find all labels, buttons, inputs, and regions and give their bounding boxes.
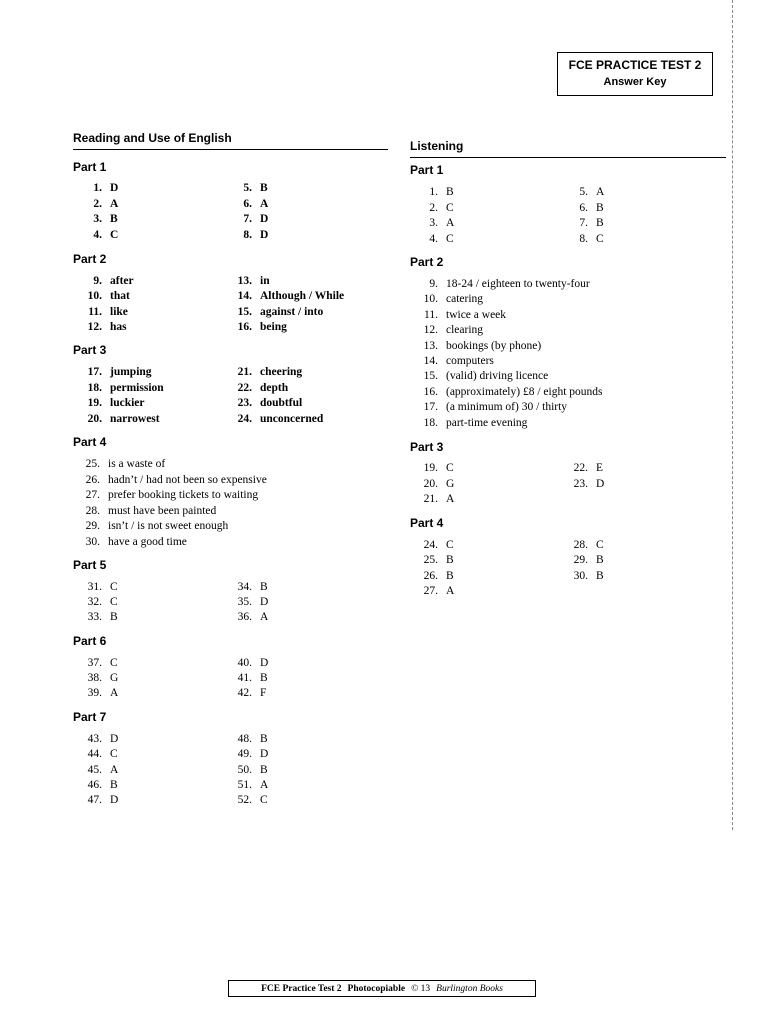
question-number: 47. [87,794,102,807]
answer-item [80,305,128,320]
question-number: 11. [424,308,438,321]
answer-item [80,686,118,701]
answer-item [80,197,118,212]
answer-value: B [260,672,268,685]
question-number: 23. [237,397,252,410]
answer-item [80,778,118,793]
answer-value: C [596,232,604,245]
answer-item [416,216,454,231]
answer-item [80,181,118,196]
answer-value: A [596,186,605,198]
answer-item [80,763,118,778]
question-number: 19. [87,397,102,410]
answer-item [230,778,268,793]
question-number: 18. [87,381,102,394]
question-number: 16. [237,320,252,333]
answer-value: B [446,186,454,198]
part-label: Part 3 [410,440,444,454]
question-number: 25. [423,554,438,567]
answer-value: (a minimum of) 30 / thirty [446,401,568,414]
answer-item [416,201,454,216]
question-number: 39. [87,687,102,700]
question-number: 9. [93,275,102,287]
answer-value: C [596,539,604,551]
answer-value: C [446,232,454,245]
question-number: 26. [423,569,438,582]
answer-item [230,381,288,396]
answer-item [416,553,454,568]
test-title-box [557,52,713,96]
question-number: 5. [579,186,588,198]
question-number: 21. [423,493,438,506]
question-number: 28. [85,504,100,517]
answer-value: D [260,213,269,226]
answer-item [416,339,541,354]
answer-value: C [110,596,118,609]
question-number: 48. [237,733,252,745]
answer-value: B [596,554,604,567]
answer-item [230,289,344,304]
answer-item [230,580,268,595]
answer-value: B [596,217,604,230]
answer-item [80,504,216,519]
answer-value: depth [260,381,289,394]
answer-item [230,610,268,625]
answer-value: G [110,672,119,685]
answer-value: being [260,320,287,333]
footer-publisher: Burlington Books [436,983,503,994]
answer-item [230,228,268,243]
answer-value: B [110,778,118,791]
answer-value: B [596,201,604,214]
test-title: FCE PRACTICE TEST 2 [568,58,702,72]
answer-value: A [446,217,455,230]
question-number: 45. [87,763,102,776]
answer-value: A [260,197,269,210]
question-number: 4. [429,232,438,245]
question-number: 8. [579,232,588,245]
answer-item [566,553,604,568]
answer-item [416,385,603,400]
answer-value: like [110,305,128,318]
question-number: 22. [237,381,252,394]
answer-item [416,323,483,338]
answer-item [80,580,118,595]
question-number: 46. [87,778,102,791]
question-number: 14. [237,290,252,303]
question-number: 18. [423,416,438,429]
answer-item [416,569,454,584]
part-label: Part 2 [410,255,444,269]
footer-test-name: FCE Practice Test 2 [261,983,342,994]
question-number: 25. [85,458,100,470]
answer-value: prefer booking tickets to waiting [108,489,259,501]
answer-value: C [110,748,118,761]
answer-item [230,396,302,411]
question-number: 19. [423,462,438,474]
answer-item [80,412,160,427]
answer-value: doubtful [260,397,303,410]
answer-item [80,732,118,747]
question-number: 7. [579,217,588,230]
question-number: 44. [87,748,102,761]
question-number: 9. [429,278,438,290]
part-label: Part 1 [73,160,107,174]
answer-item [566,185,604,200]
question-number: 30. [573,569,588,582]
footer-photocopiable: Photocopiable [347,983,406,994]
answer-item [230,212,268,227]
answer-item [80,320,127,335]
answer-item [416,492,454,507]
question-number: 16. [423,385,438,398]
answer-value: D [260,596,269,609]
answer-value: E [596,462,604,474]
answer-value: F [260,687,267,700]
question-number: 40. [237,657,252,669]
answer-value: clearing [446,324,484,337]
question-number: 11. [88,305,102,318]
question-number: 32. [87,596,102,609]
answer-value: A [446,585,455,598]
answer-value: hadn’t / had not been so expensive [108,473,267,486]
answer-value: G [446,477,455,490]
answer-value: D [260,229,269,242]
part-label: Part 1 [410,163,444,177]
question-number: 10. [423,293,438,306]
question-number: 41. [237,672,252,685]
question-number: 37. [87,657,102,669]
answer-item [80,381,164,396]
answer-value: cheering [260,366,303,378]
answer-value: 18-24 / eighteen to twenty-four [446,278,590,290]
answer-value: A [110,687,119,700]
question-number: 22. [573,462,588,474]
answer-item [80,519,228,534]
answer-value: B [260,581,268,593]
part-label: Part 4 [410,516,444,530]
answer-value: unconcerned [260,413,324,426]
part-label: Part 3 [73,343,107,357]
answer-item [416,232,454,247]
answer-value: narrowest [110,413,160,426]
question-number: 6. [243,197,252,210]
answer-item [566,538,604,553]
answer-value: B [446,554,454,567]
answer-value: C [110,581,118,593]
question-number: 42. [237,687,252,700]
answer-value: D [596,477,605,490]
listening-section-heading: Listening [410,139,726,158]
answer-item [80,793,118,808]
answer-item [80,212,118,227]
question-number: 13. [423,339,438,352]
answer-item [416,416,527,431]
answer-value: D [110,733,119,745]
answer-value: C [110,657,118,669]
question-number: 10. [87,290,102,303]
answer-item [416,369,548,384]
question-number: 27. [423,585,438,598]
question-number: 24. [237,413,252,426]
answer-item [566,569,604,584]
answer-item [416,584,454,599]
answer-value: computers [446,355,494,367]
answer-value: A [260,778,269,791]
question-number: 24. [423,539,438,551]
answer-item [416,538,454,553]
reading-section-heading: Reading and Use of English [73,131,388,150]
question-number: 12. [423,324,438,337]
question-number: 6. [579,201,588,214]
question-number: 5. [243,182,252,194]
answer-item [416,277,590,292]
footer-copyright: © 13 [411,983,431,994]
answer-value: A [446,493,455,506]
question-number: 12. [87,320,102,333]
question-number: 38. [87,672,102,685]
answer-item [230,181,268,196]
answer-value: is a waste of [108,458,166,470]
answer-item [230,365,302,380]
page-footer [228,980,536,997]
answer-item [230,412,323,427]
answer-item [80,656,118,671]
answer-value: A [110,763,119,776]
question-number: 20. [87,413,102,426]
answer-value: isn’t / is not sweet enough [108,520,229,532]
answer-value: in [260,275,270,287]
answer-item [80,595,118,610]
answer-value: D [260,657,269,669]
answer-value: (valid) driving licence [446,370,549,383]
answer-value: B [260,733,268,745]
answer-item [80,365,152,380]
part-label: Part 6 [73,634,107,648]
question-number: 43. [87,733,102,745]
question-number: 35. [237,596,252,609]
answer-value: twice a week [446,308,507,321]
answer-key-subtitle: Answer Key [603,76,667,88]
answer-value: B [110,611,118,624]
question-number: 3. [429,217,438,230]
page-cut-line [732,0,733,830]
question-number: 13. [237,275,252,287]
question-number: 28. [573,539,588,551]
answer-value: D [110,182,119,194]
answer-item [230,747,268,762]
answer-value: must have been painted [108,504,217,517]
question-number: 51. [237,778,252,791]
answer-item [80,610,118,625]
question-number: 1. [93,182,102,194]
answer-item [230,671,268,686]
answer-item [566,477,604,492]
answer-item [80,396,145,411]
question-number: 3. [93,213,102,226]
answer-item [80,457,165,472]
answer-value: part-time evening [446,416,528,429]
question-number: 33. [87,611,102,624]
question-number: 14. [423,355,438,367]
question-number: 52. [237,794,252,807]
answer-item [416,461,454,476]
answer-value: C [446,539,454,551]
part-label: Part 4 [73,435,107,449]
answer-value: B [596,569,604,582]
answer-item [80,671,118,686]
answer-value: against / into [260,305,324,318]
answer-item [230,197,268,212]
answer-item [80,289,130,304]
question-number: 15. [423,370,438,383]
answer-value: A [110,197,119,210]
question-number: 17. [423,401,438,414]
answer-item [416,292,483,307]
answer-item [566,201,604,216]
answer-item [230,274,270,289]
answer-value: B [260,182,268,194]
answer-item [416,185,454,200]
answer-value: C [260,794,268,807]
answer-item [416,308,506,323]
question-number: 31. [87,581,102,593]
answer-value: B [110,213,118,226]
answer-item [230,320,287,335]
question-number: 7. [243,213,252,226]
answer-item [230,305,323,320]
answer-value: Although / While [260,290,345,303]
answer-value: jumping [110,366,152,378]
answer-value: after [110,275,134,287]
answer-item [80,747,118,762]
part-label: Part 7 [73,710,107,724]
answer-item [230,793,268,808]
answer-value: (approximately) £8 / eight pounds [446,385,603,398]
question-number: 36. [237,611,252,624]
question-number: 8. [243,229,252,242]
answer-value: A [260,611,269,624]
question-number: 50. [237,763,252,776]
answer-value: that [110,290,130,303]
answer-item [566,232,604,247]
answer-item [230,656,268,671]
answer-item [80,535,187,550]
question-number: 20. [423,477,438,490]
answer-value: have a good time [108,535,187,548]
question-number: 2. [93,197,102,210]
question-number: 1. [429,186,438,198]
part-label: Part 5 [73,558,107,572]
answer-item [230,686,266,701]
question-number: 21. [237,366,252,378]
answer-value: catering [446,293,484,306]
question-number: 23. [573,477,588,490]
part-label: Part 2 [73,252,107,266]
answer-item [566,461,603,476]
answer-value: B [260,763,268,776]
question-number: 29. [85,520,100,532]
answer-value: permission [110,381,164,394]
answer-value: C [110,229,119,242]
answer-item [416,354,494,369]
answer-item [416,477,454,492]
question-number: 26. [85,473,100,486]
answer-value: C [446,462,454,474]
question-number: 29. [573,554,588,567]
answer-item [566,216,604,231]
question-number: 15. [237,305,252,318]
question-number: 27. [85,489,100,501]
question-number: 17. [87,366,102,378]
answer-value: D [110,794,119,807]
answer-item [80,473,267,488]
answer-item [230,763,268,778]
question-number: 2. [429,201,438,214]
question-number: 30. [85,535,100,548]
answer-item [230,595,268,610]
question-number: 34. [237,581,252,593]
answer-item [416,400,567,415]
answer-value: D [260,748,269,761]
answer-value: has [110,320,127,333]
answer-value: C [446,201,454,214]
question-number: 49. [237,748,252,761]
answer-value: bookings (by phone) [446,339,542,352]
answer-item [80,228,118,243]
answer-item [230,732,268,747]
answer-value: luckier [110,397,145,410]
question-number: 4. [93,229,102,242]
answer-item [80,274,134,289]
answer-value: B [446,569,454,582]
answer-item [80,488,258,503]
